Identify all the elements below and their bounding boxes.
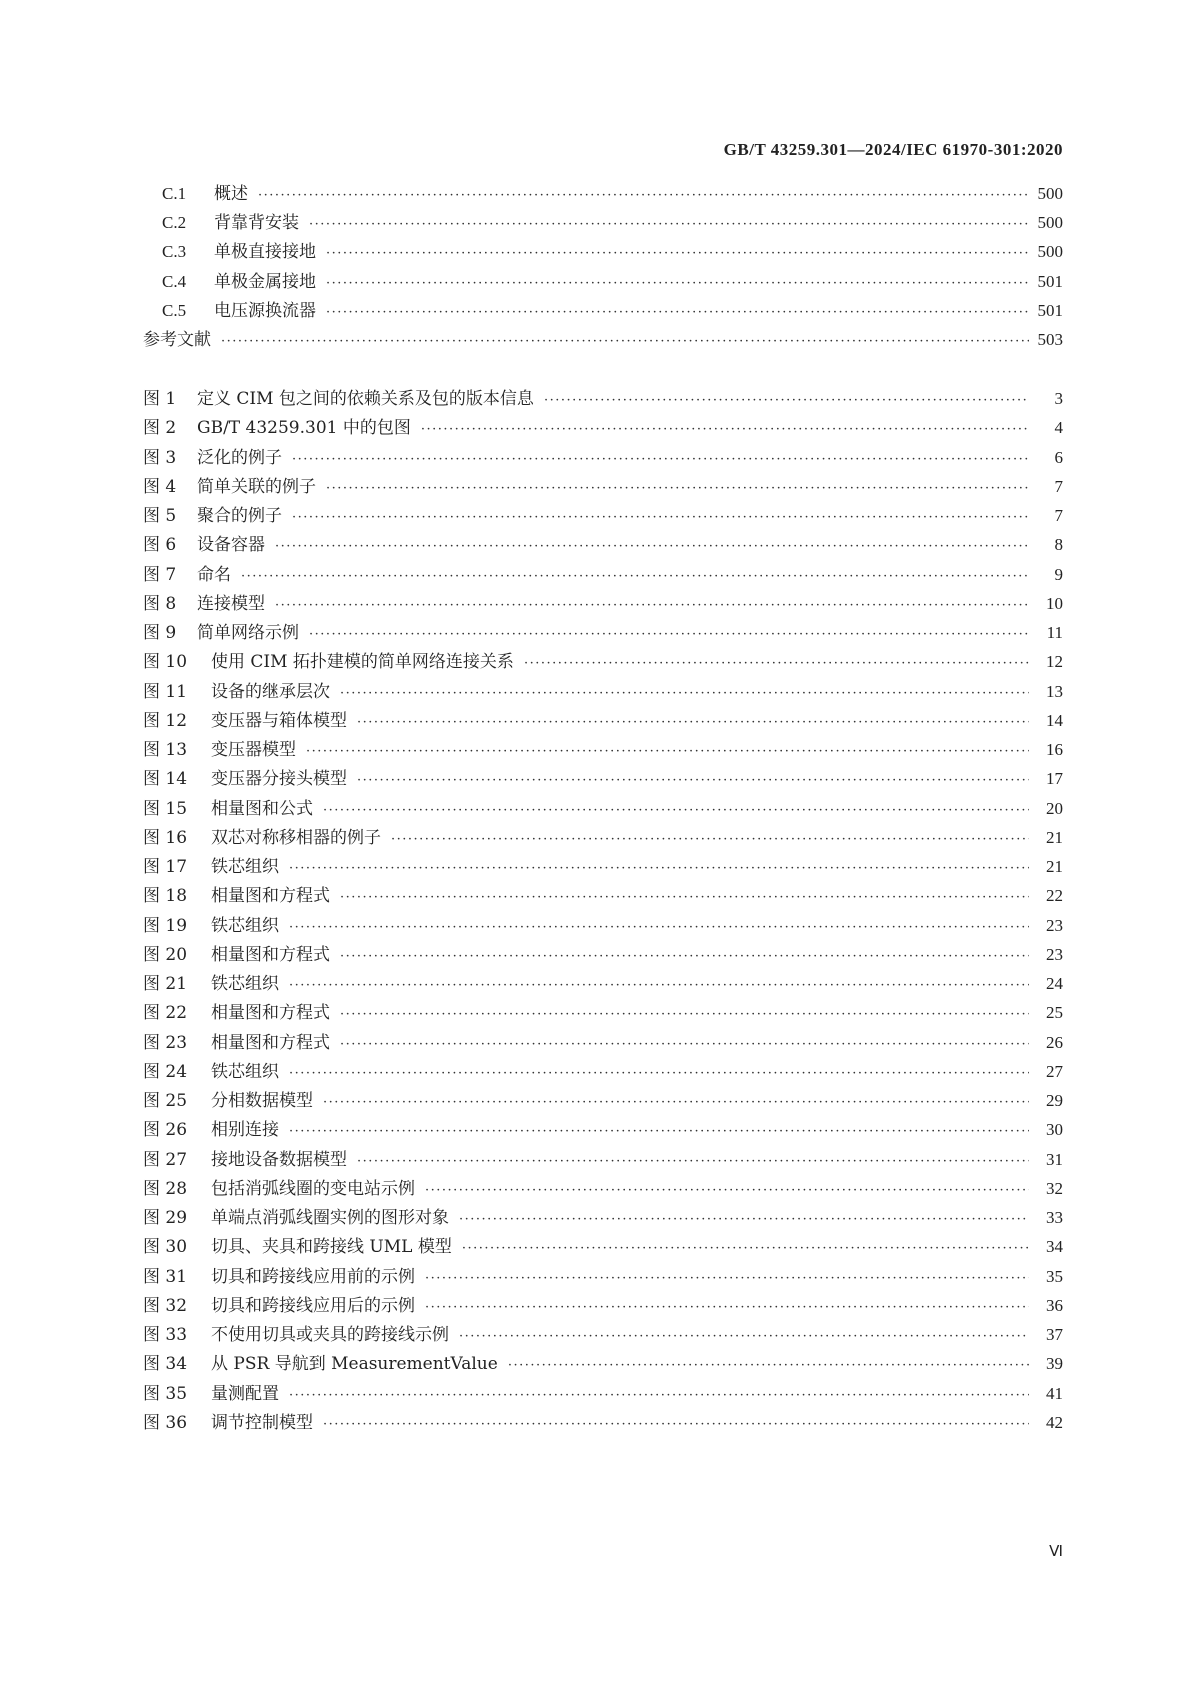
dot-leader <box>323 1088 1029 1118</box>
toc-figure-entry[interactable] <box>143 384 1063 414</box>
entry-title: 连接模型 <box>197 593 265 614</box>
toc-figure-entry[interactable] <box>143 677 1063 707</box>
toc-figure-entry[interactable] <box>143 764 1063 794</box>
toc-figure-entry[interactable] <box>143 618 1063 648</box>
entry-page-number: 41 <box>1046 1383 1063 1403</box>
toc-figure-entry[interactable] <box>143 1086 1063 1116</box>
toc-figure-entry[interactable] <box>143 1232 1063 1262</box>
dot-leader <box>323 796 1029 826</box>
entry-page-number: 31 <box>1046 1149 1063 1169</box>
entry-number: 图 24 <box>143 1061 188 1082</box>
entry-number: 图 1 <box>143 389 177 409</box>
entry-title: 相量图和公式 <box>211 798 313 819</box>
entry-page-number: 39 <box>1046 1354 1063 1374</box>
dot-leader <box>425 1176 1029 1206</box>
entry-title: 简单网络示例 <box>197 623 299 643</box>
dot-leader <box>221 327 1029 357</box>
entry-page-number: 37 <box>1046 1325 1063 1344</box>
entry-number: 图 17 <box>143 857 188 877</box>
dot-leader <box>357 766 1029 796</box>
entry-title: 单极金属接地 <box>214 271 316 292</box>
entry-title: 简单关联的例子 <box>197 476 316 497</box>
entry-number: 图 5 <box>143 506 177 526</box>
toc-annex-entry[interactable] <box>162 296 1063 326</box>
toc-annex-entry[interactable] <box>162 179 1063 209</box>
toc-figure-entry[interactable] <box>143 443 1063 473</box>
entry-number: 图 3 <box>143 447 177 468</box>
toc-figure-entry[interactable] <box>143 1320 1063 1350</box>
entry-title: 泛化的例子 <box>197 447 282 468</box>
entry-page-number: 30 <box>1046 1120 1063 1140</box>
entry-title: 调节控制模型 <box>211 1412 313 1433</box>
toc-figure-entry[interactable] <box>143 852 1063 882</box>
page-number-footer: Ⅵ <box>1049 1544 1063 1560</box>
entry-page-number: 33 <box>1046 1208 1063 1227</box>
dot-leader <box>326 239 1029 269</box>
entry-page-number: 17 <box>1046 769 1063 789</box>
toc-figure-entry[interactable] <box>143 735 1063 765</box>
entry-title: 铁芯组织 <box>211 974 279 994</box>
entry-page-number: 36 <box>1046 1295 1063 1315</box>
entry-number: 图 8 <box>143 593 177 614</box>
toc-figure-entry[interactable] <box>143 472 1063 502</box>
entry-number: 图 10 <box>143 652 188 673</box>
toc-figure-entry[interactable] <box>143 560 1063 590</box>
entry-title: GB/T 43259.301 中的包图 <box>197 418 411 439</box>
entry-page-number: 22 <box>1046 886 1063 906</box>
entry-title: 定义 CIM 包之间的依赖关系及包的版本信息 <box>197 389 534 409</box>
toc-annex-entry[interactable] <box>162 267 1063 297</box>
entry-page-number: 3 <box>1054 389 1063 408</box>
toc-figure-entry[interactable] <box>143 413 1063 443</box>
dot-leader <box>309 620 1029 650</box>
entry-page-number: 27 <box>1046 1061 1063 1081</box>
entry-title: 铁芯组织 <box>211 915 279 936</box>
dot-leader <box>421 415 1029 445</box>
entry-number: 图 30 <box>143 1237 188 1258</box>
entry-title: 切具和跨接线应用后的示例 <box>211 1295 415 1316</box>
entry-title: 相量图和方程式 <box>211 886 330 907</box>
toc-figure-entry[interactable] <box>143 881 1063 911</box>
entry-number: 图 14 <box>143 769 188 790</box>
dot-leader <box>340 679 1029 709</box>
entry-number: 图 20 <box>143 944 188 965</box>
dot-leader <box>309 210 1029 240</box>
entry-number: 图 31 <box>143 1266 188 1287</box>
toc-figure-entry[interactable] <box>143 1349 1063 1379</box>
toc-figure-entry[interactable] <box>143 1408 1063 1438</box>
dot-leader <box>508 1351 1029 1381</box>
entry-number: 图 19 <box>143 915 188 936</box>
entry-number: C.4 <box>162 271 187 291</box>
dot-leader <box>289 1381 1029 1411</box>
entry-number: 图 9 <box>143 623 177 643</box>
entry-number: 图 28 <box>143 1178 188 1199</box>
entry-page-number: 16 <box>1046 740 1063 759</box>
toc-references-entry[interactable] <box>143 325 1063 355</box>
entry-page-number: 12 <box>1046 652 1063 672</box>
entry-page-number: 7 <box>1054 506 1063 525</box>
entry-number: 图 18 <box>143 886 188 907</box>
entry-title: 相量图和方程式 <box>211 1003 330 1024</box>
dot-leader <box>459 1205 1029 1235</box>
dot-leader <box>326 269 1029 299</box>
entry-number: 图 25 <box>143 1091 188 1111</box>
entry-title: 变压器与箱体模型 <box>211 710 347 731</box>
entry-page-number: 13 <box>1046 681 1063 701</box>
dot-leader <box>323 1410 1029 1440</box>
entry-number: C.1 <box>162 184 187 203</box>
dot-leader <box>306 737 1029 767</box>
entry-title: 相量图和方程式 <box>211 944 330 965</box>
entry-number: C.3 <box>162 242 187 262</box>
toc-figure-entry[interactable] <box>143 1145 1063 1175</box>
entry-page-number: 20 <box>1046 798 1063 818</box>
entry-title: 变压器分接头模型 <box>211 769 347 790</box>
entry-number: 图 12 <box>143 710 188 731</box>
entry-page-number: 23 <box>1046 944 1063 964</box>
toc-figure-entry[interactable] <box>143 1203 1063 1233</box>
entry-title: 参考文献 <box>143 330 211 350</box>
entry-number: 图 2 <box>143 418 177 439</box>
entry-number: 图 27 <box>143 1149 188 1170</box>
entry-page-number: 32 <box>1046 1178 1063 1198</box>
entry-page-number: 24 <box>1046 974 1063 993</box>
entry-title: 使用 CIM 拓扑建模的简单网络连接关系 <box>211 652 514 673</box>
dot-leader <box>340 942 1029 972</box>
entry-page-number: 42 <box>1046 1412 1063 1432</box>
dot-leader <box>357 708 1029 738</box>
entry-page-number: 503 <box>1037 330 1063 349</box>
entry-number: 图 11 <box>143 681 188 702</box>
entry-number: C.2 <box>162 213 187 233</box>
entry-page-number: 11 <box>1046 623 1063 642</box>
dot-leader <box>275 591 1029 621</box>
entry-number: 图 34 <box>143 1354 188 1375</box>
toc-figure-entry[interactable] <box>143 940 1063 970</box>
entry-page-number: 10 <box>1046 593 1063 613</box>
toc-figure-entry[interactable] <box>143 1379 1063 1409</box>
toc-annex-entry[interactable] <box>162 208 1063 238</box>
toc-figure-entry[interactable] <box>143 1262 1063 1292</box>
entry-title: 变压器模型 <box>211 740 296 760</box>
entry-number: 图 7 <box>143 564 177 585</box>
entry-number: 图 4 <box>143 476 177 497</box>
entry-number: 图 15 <box>143 798 188 819</box>
dot-leader <box>289 1117 1029 1147</box>
dot-leader <box>391 825 1029 855</box>
dot-leader <box>524 649 1029 679</box>
entry-title: 双芯对称移相器的例子 <box>211 827 381 848</box>
entry-number: 图 26 <box>143 1120 188 1141</box>
entry-title: 铁芯组织 <box>211 857 279 877</box>
toc-figure-entry[interactable] <box>143 1057 1063 1087</box>
dot-leader <box>462 1234 1029 1264</box>
dot-leader <box>289 971 1029 1001</box>
entry-title: 电压源换流器 <box>214 300 316 321</box>
toc-figure-entry[interactable] <box>143 647 1063 677</box>
entry-page-number: 500 <box>1037 213 1063 233</box>
dot-leader <box>258 181 1029 211</box>
entry-title: 聚合的例子 <box>197 506 282 526</box>
dot-leader <box>292 503 1029 533</box>
entry-page-number: 501 <box>1037 271 1063 291</box>
dot-leader <box>340 1030 1029 1060</box>
dot-leader <box>340 1000 1029 1030</box>
entry-title: 单极直接接地 <box>214 242 316 263</box>
entry-page-number: 25 <box>1046 1003 1063 1023</box>
toc-figure-entry[interactable] <box>143 501 1063 531</box>
entry-page-number: 8 <box>1054 535 1063 555</box>
entry-number: 图 32 <box>143 1295 188 1316</box>
entry-title: 接地设备数据模型 <box>211 1149 347 1170</box>
dot-leader <box>241 562 1029 592</box>
toc-figure-entry[interactable] <box>143 1174 1063 1204</box>
entry-title: 分相数据模型 <box>211 1091 313 1111</box>
entry-title: 包括消弧线圈的变电站示例 <box>211 1178 415 1199</box>
entry-title: 切具、夹具和跨接线 UML 模型 <box>211 1237 452 1258</box>
toc-figure-entry[interactable] <box>143 998 1063 1028</box>
dot-leader <box>289 1059 1029 1089</box>
dot-leader <box>289 913 1029 943</box>
dot-leader <box>459 1322 1029 1352</box>
toc-figure-entry[interactable] <box>143 530 1063 560</box>
entry-number: 图 36 <box>143 1412 188 1433</box>
toc-figure-entry[interactable] <box>143 1115 1063 1145</box>
dot-leader <box>292 445 1029 475</box>
entry-number: 图 22 <box>143 1003 188 1024</box>
standard-code-header: GB/T 43259.301—2024/IEC 61970-301:2020 <box>723 140 1063 159</box>
entry-title: 单端点消弧线圈实例的图形对象 <box>211 1208 449 1228</box>
entry-title: 相量图和方程式 <box>211 1032 330 1053</box>
entry-page-number: 501 <box>1037 300 1063 320</box>
entry-title: 设备的继承层次 <box>211 681 330 702</box>
entry-page-number: 29 <box>1046 1091 1063 1110</box>
entry-title: 量测配置 <box>211 1383 279 1404</box>
dot-leader <box>275 532 1029 562</box>
dot-leader <box>340 883 1029 913</box>
entry-title: 切具和跨接线应用前的示例 <box>211 1266 415 1287</box>
entry-page-number: 6 <box>1054 447 1063 467</box>
dot-leader <box>425 1293 1029 1323</box>
entry-title: 概述 <box>214 184 248 204</box>
entry-number: 图 16 <box>143 827 188 848</box>
entry-page-number: 14 <box>1046 710 1063 730</box>
entry-number: 图 35 <box>143 1383 188 1404</box>
toc-figure-entry[interactable] <box>143 794 1063 824</box>
entry-title: 命名 <box>197 564 231 585</box>
entry-title: 背靠背安装 <box>214 213 299 234</box>
entry-number: 图 23 <box>143 1032 188 1053</box>
entry-page-number: 34 <box>1046 1237 1063 1257</box>
entry-page-number: 26 <box>1046 1032 1063 1052</box>
entry-number: 图 13 <box>143 740 188 760</box>
entry-title: 设备容器 <box>197 535 265 556</box>
entry-page-number: 21 <box>1046 857 1063 876</box>
entry-page-number: 35 <box>1046 1266 1063 1286</box>
toc-annex-entry[interactable] <box>162 237 1063 267</box>
entry-number: 图 29 <box>143 1208 188 1228</box>
entry-page-number: 500 <box>1037 184 1063 203</box>
toc-figure-entry[interactable] <box>143 706 1063 736</box>
dot-leader <box>326 298 1029 328</box>
toc-figure-entry[interactable] <box>143 823 1063 853</box>
entry-page-number: 21 <box>1046 827 1063 847</box>
entry-page-number: 500 <box>1037 242 1063 262</box>
dot-leader <box>289 854 1029 884</box>
entry-title: 相别连接 <box>211 1120 279 1141</box>
dot-leader <box>544 386 1029 416</box>
entry-page-number: 4 <box>1054 418 1063 438</box>
toc-figure-entry[interactable] <box>143 1291 1063 1321</box>
entry-title: 从 PSR 导航到 MeasurementValue <box>211 1354 498 1375</box>
toc-figure-entry[interactable] <box>143 969 1063 999</box>
entry-page-number: 7 <box>1054 476 1063 496</box>
entry-page-number: 9 <box>1054 564 1063 584</box>
dot-leader <box>326 474 1029 504</box>
entry-number: 图 6 <box>143 535 177 556</box>
toc-figure-entry[interactable] <box>143 911 1063 941</box>
entry-page-number: 23 <box>1046 915 1063 935</box>
entry-title: 不使用切具或夹具的跨接线示例 <box>211 1325 449 1345</box>
entry-number: C.5 <box>162 300 187 320</box>
toc-figure-entry[interactable] <box>143 589 1063 619</box>
dot-leader <box>357 1147 1029 1177</box>
entry-number: 图 33 <box>143 1325 188 1345</box>
entry-title: 铁芯组织 <box>211 1061 279 1082</box>
dot-leader <box>425 1264 1029 1294</box>
toc-figure-entry[interactable] <box>143 1028 1063 1058</box>
entry-number: 图 21 <box>143 974 188 994</box>
